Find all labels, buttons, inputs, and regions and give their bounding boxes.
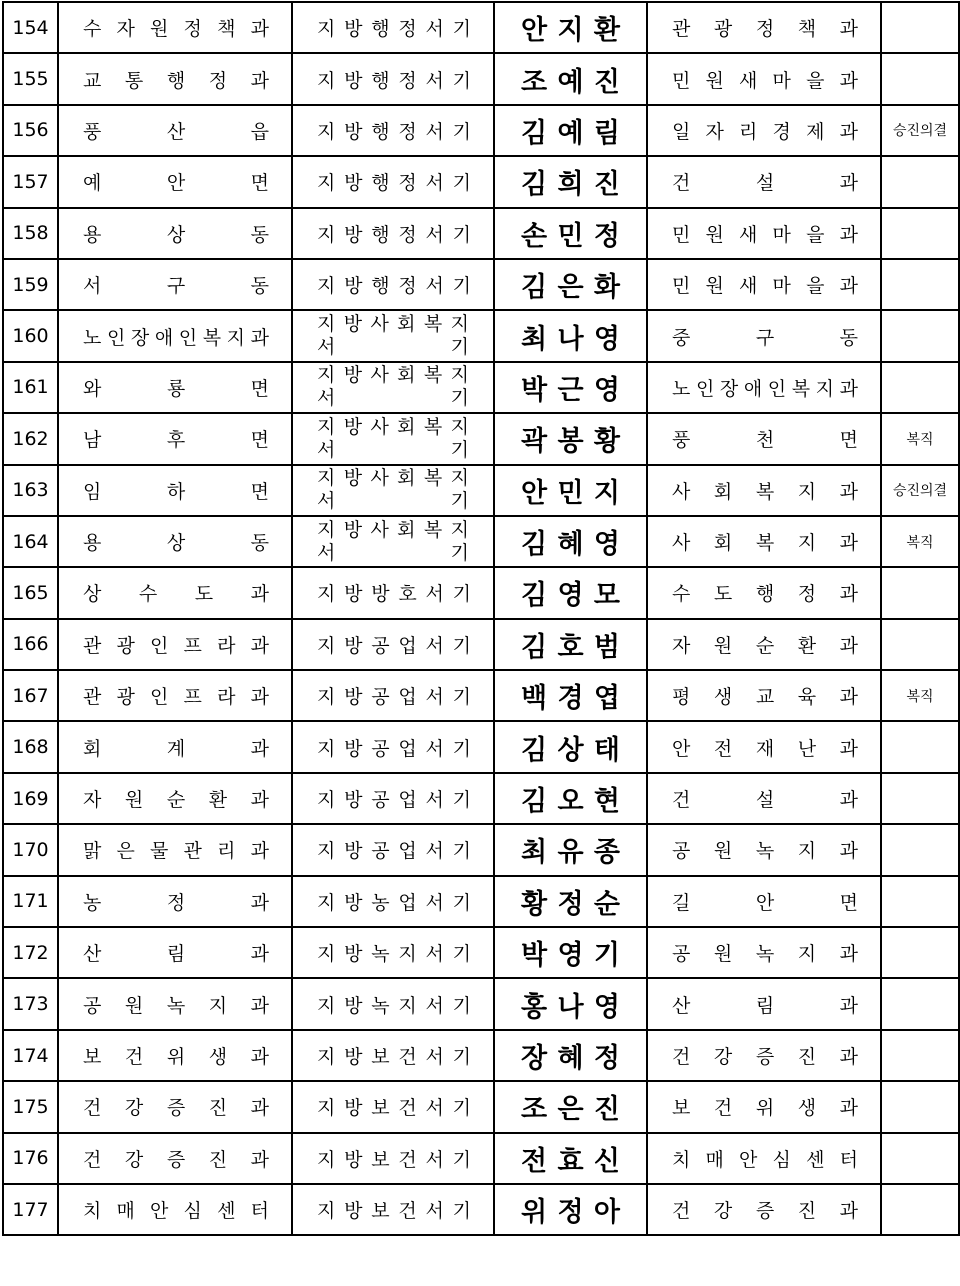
from-dept: 교 통 행 정 과 xyxy=(83,69,269,92)
name-cell xyxy=(494,465,647,516)
row-number: 176 xyxy=(12,1147,49,1170)
note-cell xyxy=(881,156,959,207)
rank: 지 방 녹 지 서 기 xyxy=(317,943,471,966)
from-dept: 용 상 동 xyxy=(83,532,269,555)
person-name: 위 정 아 xyxy=(521,1197,620,1229)
row-number: 177 xyxy=(12,1198,49,1221)
person-name: 장 혜 정 xyxy=(521,1043,620,1074)
person-name: 김 호 범 xyxy=(521,631,620,663)
to-dept: 관 광 정 책 과 xyxy=(672,18,858,41)
from-dept: 자 원 순 환 과 xyxy=(83,789,269,812)
row-number-cell xyxy=(3,2,58,53)
to-dept-cell xyxy=(647,567,881,618)
from-dept-cell xyxy=(58,1081,292,1132)
rank-cell xyxy=(292,105,494,156)
rank-cell xyxy=(292,208,494,259)
person-name: 최 나 영 xyxy=(521,323,620,355)
table-row xyxy=(3,1030,959,1081)
person-name: 전 효 신 xyxy=(521,1145,620,1177)
table-row xyxy=(3,927,959,978)
note-cell xyxy=(881,1184,959,1235)
rank-cell xyxy=(292,259,494,310)
row-number-cell xyxy=(3,413,58,464)
rank-cell xyxy=(292,1030,494,1081)
row-number: 168 xyxy=(12,736,49,759)
rank: 지 방 농 업 서 기 xyxy=(317,891,471,914)
person-name: 최 유 종 xyxy=(521,837,620,869)
row-number: 170 xyxy=(12,838,49,861)
to-dept-cell xyxy=(647,927,881,978)
row-number-cell xyxy=(3,53,58,104)
from-dept: 맑 은 물 관 리 과 xyxy=(83,840,269,863)
to-dept: 치 매 안 심 센 터 xyxy=(672,1148,858,1171)
rank: 지 방 공 업 서 기 xyxy=(317,634,471,657)
table-row xyxy=(3,773,959,824)
row-number: 164 xyxy=(12,530,49,553)
table-row xyxy=(3,721,959,772)
to-dept: 길 안 면 xyxy=(672,891,858,914)
row-number-cell xyxy=(3,927,58,978)
row-number-cell xyxy=(3,259,58,310)
row-number: 154 xyxy=(12,16,49,39)
from-dept-cell xyxy=(58,53,292,104)
from-dept: 용 상 동 xyxy=(83,223,269,246)
rank-cell xyxy=(292,1133,494,1184)
note-cell xyxy=(881,1030,959,1081)
rank: 지 방 보 건 서 기 xyxy=(317,1148,471,1171)
from-dept-cell xyxy=(58,876,292,927)
row-number-cell xyxy=(3,773,58,824)
rank: 지 방 행 정 서 기 xyxy=(317,172,471,195)
name-cell xyxy=(494,773,647,824)
row-number-cell xyxy=(3,567,58,618)
note: 복직 xyxy=(906,534,934,551)
name-cell xyxy=(494,1081,647,1132)
row-number-cell xyxy=(3,619,58,670)
row-number: 155 xyxy=(12,68,49,91)
from-dept: 건 강 증 진 과 xyxy=(83,1097,269,1120)
name-cell xyxy=(494,1030,647,1081)
to-dept: 건 설 과 xyxy=(672,789,858,812)
rank: 지 방 공 업 서 기 xyxy=(317,686,471,709)
table-row xyxy=(3,53,959,104)
note-cell xyxy=(881,619,959,670)
to-dept-cell xyxy=(647,310,881,361)
name-cell xyxy=(494,619,647,670)
from-dept: 회 계 과 xyxy=(83,737,269,760)
row-number-cell xyxy=(3,1133,58,1184)
person-name: 황 정 순 xyxy=(521,888,620,920)
from-dept: 공 원 녹 지 과 xyxy=(83,994,269,1017)
rank-cell xyxy=(292,156,494,207)
to-dept-cell xyxy=(647,978,881,1029)
to-dept: 건 설 과 xyxy=(672,172,858,195)
table-row xyxy=(3,1184,959,1235)
row-number-cell xyxy=(3,465,58,516)
from-dept-cell xyxy=(58,259,292,310)
table-row xyxy=(3,978,959,1029)
name-cell xyxy=(494,413,647,464)
to-dept: 공 원 녹 지 과 xyxy=(672,840,858,863)
to-dept: 수 도 행 정 과 xyxy=(672,583,858,606)
note-cell xyxy=(881,53,959,104)
from-dept: 예 안 면 xyxy=(83,172,269,195)
rank-cell xyxy=(292,927,494,978)
rank-cell xyxy=(292,465,494,516)
row-number: 172 xyxy=(12,941,49,964)
person-name: 홍 나 영 xyxy=(521,991,620,1023)
table-row xyxy=(3,362,959,413)
from-dept-cell xyxy=(58,2,292,53)
row-number: 156 xyxy=(12,119,49,142)
name-cell xyxy=(494,208,647,259)
person-name: 김 상 태 xyxy=(521,734,620,766)
table-row xyxy=(3,876,959,927)
note: 복직 xyxy=(906,688,934,705)
roster-body xyxy=(3,2,959,1235)
row-number: 162 xyxy=(12,427,49,450)
person-name: 조 예 진 xyxy=(521,66,620,98)
rank-cell xyxy=(292,619,494,670)
rank: 지 방 녹 지 서 기 xyxy=(317,994,471,1017)
row-number-cell xyxy=(3,721,58,772)
to-dept-cell xyxy=(647,2,881,53)
note-cell xyxy=(881,310,959,361)
rank: 지 방 사 회 복 지 서 기 xyxy=(317,467,469,513)
from-dept: 수 자 원 정 책 과 xyxy=(83,18,269,41)
to-dept-cell xyxy=(647,413,881,464)
from-dept-cell xyxy=(58,824,292,875)
name-cell xyxy=(494,2,647,53)
to-dept: 안 전 재 난 과 xyxy=(672,737,858,760)
note-cell xyxy=(881,978,959,1029)
table-row xyxy=(3,619,959,670)
from-dept-cell xyxy=(58,773,292,824)
to-dept: 보 건 위 생 과 xyxy=(672,1097,858,1120)
to-dept: 건 강 증 진 과 xyxy=(672,1200,858,1223)
table-row xyxy=(3,310,959,361)
rank-cell xyxy=(292,876,494,927)
to-dept-cell xyxy=(647,259,881,310)
person-name: 김 영 모 xyxy=(521,580,620,612)
rank-cell xyxy=(292,516,494,567)
to-dept-cell xyxy=(647,876,881,927)
to-dept-cell xyxy=(647,670,881,721)
to-dept: 풍 천 면 xyxy=(672,429,858,452)
rank: 지 방 보 건 서 기 xyxy=(317,1200,471,1223)
row-number: 167 xyxy=(12,684,49,707)
row-number: 161 xyxy=(12,376,49,399)
row-number-cell xyxy=(3,362,58,413)
table-row xyxy=(3,516,959,567)
from-dept: 풍 산 읍 xyxy=(83,120,269,143)
to-dept-cell xyxy=(647,773,881,824)
row-number: 171 xyxy=(12,890,49,913)
row-number: 175 xyxy=(12,1095,49,1118)
row-number-cell xyxy=(3,1081,58,1132)
name-cell xyxy=(494,310,647,361)
name-cell xyxy=(494,516,647,567)
to-dept: 일 자 리 경 제 과 xyxy=(672,120,858,143)
note-cell xyxy=(881,259,959,310)
from-dept-cell xyxy=(58,208,292,259)
table-row xyxy=(3,156,959,207)
rank: 지 방 사 회 복 지 서 기 xyxy=(317,415,469,461)
name-cell xyxy=(494,721,647,772)
to-dept: 민 원 새 마 을 과 xyxy=(672,223,858,246)
table-row xyxy=(3,208,959,259)
row-number-cell xyxy=(3,978,58,1029)
row-number-cell xyxy=(3,876,58,927)
to-dept: 민 원 새 마 을 과 xyxy=(672,275,858,298)
person-name: 김 혜 영 xyxy=(521,529,620,561)
name-cell xyxy=(494,978,647,1029)
row-number-cell xyxy=(3,824,58,875)
from-dept-cell xyxy=(58,310,292,361)
name-cell xyxy=(494,824,647,875)
rank: 지 방 사 회 복 지 서 기 xyxy=(317,518,469,564)
to-dept-cell xyxy=(647,208,881,259)
to-dept: 중 구 동 xyxy=(672,326,858,349)
from-dept-cell xyxy=(58,670,292,721)
to-dept-cell xyxy=(647,1081,881,1132)
name-cell xyxy=(494,362,647,413)
from-dept: 치 매 안 심 센 터 xyxy=(83,1200,269,1223)
table-row xyxy=(3,1133,959,1184)
person-name: 안 민 지 xyxy=(521,477,620,509)
name-cell xyxy=(494,53,647,104)
from-dept-cell xyxy=(58,413,292,464)
row-number-cell xyxy=(3,670,58,721)
note-cell xyxy=(881,773,959,824)
row-number-cell xyxy=(3,156,58,207)
to-dept: 건 강 증 진 과 xyxy=(672,1046,858,1068)
row-number-cell xyxy=(3,516,58,567)
name-cell xyxy=(494,1184,647,1235)
rank-cell xyxy=(292,670,494,721)
table-row xyxy=(3,413,959,464)
note-cell xyxy=(881,876,959,927)
table-row xyxy=(3,670,959,721)
rank-cell xyxy=(292,2,494,53)
to-dept-cell xyxy=(647,53,881,104)
from-dept: 상 수 도 과 xyxy=(83,583,269,606)
to-dept-cell xyxy=(647,105,881,156)
note: 복직 xyxy=(906,431,934,448)
to-dept-cell xyxy=(647,1030,881,1081)
from-dept: 임 하 면 xyxy=(83,480,269,503)
rank: 지 방 사 회 복 지 서 기 xyxy=(317,313,469,359)
from-dept-cell xyxy=(58,156,292,207)
note-cell xyxy=(881,2,959,53)
to-dept: 산 림 과 xyxy=(672,994,858,1017)
table-row xyxy=(3,824,959,875)
rank-cell xyxy=(292,1184,494,1235)
to-dept-cell xyxy=(647,465,881,516)
from-dept: 농 정 과 xyxy=(83,891,269,914)
note-cell xyxy=(881,413,959,464)
rank: 지 방 행 정 서 기 xyxy=(317,275,471,298)
note-cell xyxy=(881,105,959,156)
person-name: 김 은 화 xyxy=(521,272,620,304)
note-cell xyxy=(881,362,959,413)
row-number: 158 xyxy=(12,222,49,245)
rank-cell xyxy=(292,773,494,824)
from-dept-cell xyxy=(58,978,292,1029)
to-dept-cell xyxy=(647,1184,881,1235)
table-row xyxy=(3,2,959,53)
person-name: 조 은 진 xyxy=(521,1094,620,1126)
name-cell xyxy=(494,670,647,721)
to-dept-cell xyxy=(647,362,881,413)
from-dept: 보 건 위 생 과 xyxy=(83,1046,269,1068)
rank-cell xyxy=(292,310,494,361)
note-cell xyxy=(881,208,959,259)
rank: 지 방 보 건 서 기 xyxy=(317,1097,471,1120)
note-cell xyxy=(881,516,959,567)
person-name: 박 근 영 xyxy=(521,374,620,406)
note-cell xyxy=(881,670,959,721)
from-dept: 노 인 장 애 인 복 지 과 xyxy=(83,326,269,349)
table-row xyxy=(3,1081,959,1132)
to-dept-cell xyxy=(647,1133,881,1184)
note: 승진의결 xyxy=(892,123,948,140)
rank: 지 방 보 건 서 기 xyxy=(317,1046,471,1068)
person-name: 김 오 현 xyxy=(521,786,620,818)
rank-cell xyxy=(292,362,494,413)
from-dept-cell xyxy=(58,927,292,978)
from-dept: 서 구 동 xyxy=(83,275,269,298)
to-dept: 민 원 새 마 을 과 xyxy=(672,69,858,92)
row-number: 163 xyxy=(12,479,49,502)
name-cell xyxy=(494,567,647,618)
note-cell xyxy=(881,465,959,516)
rank: 지 방 공 업 서 기 xyxy=(317,737,471,760)
name-cell xyxy=(494,259,647,310)
row-number: 169 xyxy=(12,787,49,810)
name-cell xyxy=(494,1133,647,1184)
person-name: 박 영 기 xyxy=(521,940,620,972)
to-dept-cell xyxy=(647,156,881,207)
note-cell xyxy=(881,721,959,772)
table-row xyxy=(3,567,959,618)
table-row xyxy=(3,259,959,310)
from-dept: 관 광 인 프 라 과 xyxy=(83,634,269,657)
row-number: 166 xyxy=(12,633,49,656)
rank: 지 방 사 회 복 지 서 기 xyxy=(317,364,469,410)
from-dept-cell xyxy=(58,1030,292,1081)
from-dept: 와 룡 면 xyxy=(83,377,269,400)
to-dept: 평 생 교 육 과 xyxy=(672,686,858,709)
rank: 지 방 방 호 서 기 xyxy=(317,583,471,606)
rank: 지 방 행 정 서 기 xyxy=(317,69,471,92)
personnel-roster-table xyxy=(2,1,960,1236)
from-dept: 건 강 증 진 과 xyxy=(83,1148,269,1171)
row-number-cell xyxy=(3,1030,58,1081)
note-cell xyxy=(881,1081,959,1132)
from-dept-cell xyxy=(58,1133,292,1184)
rank: 지 방 행 정 서 기 xyxy=(317,223,471,246)
to-dept-cell xyxy=(647,824,881,875)
person-name: 백 경 엽 xyxy=(521,683,620,715)
row-number-cell xyxy=(3,1184,58,1235)
rank-cell xyxy=(292,824,494,875)
from-dept-cell xyxy=(58,362,292,413)
name-cell xyxy=(494,156,647,207)
name-cell xyxy=(494,927,647,978)
row-number-cell xyxy=(3,105,58,156)
row-number: 165 xyxy=(12,581,49,604)
to-dept: 사 회 복 지 과 xyxy=(672,532,858,555)
from-dept-cell xyxy=(58,567,292,618)
from-dept-cell xyxy=(58,1184,292,1235)
to-dept: 자 원 순 환 과 xyxy=(672,634,858,657)
from-dept: 남 후 면 xyxy=(83,429,269,452)
person-name: 손 민 정 xyxy=(521,220,620,252)
to-dept-cell xyxy=(647,721,881,772)
row-number: 174 xyxy=(12,1044,49,1067)
rank: 지 방 행 정 서 기 xyxy=(317,120,471,143)
from-dept-cell xyxy=(58,105,292,156)
to-dept-cell xyxy=(647,619,881,670)
from-dept-cell xyxy=(58,465,292,516)
row-number: 173 xyxy=(12,993,49,1016)
rank-cell xyxy=(292,53,494,104)
rank-cell xyxy=(292,567,494,618)
to-dept: 공 원 녹 지 과 xyxy=(672,943,858,966)
note-cell xyxy=(881,824,959,875)
rank-cell xyxy=(292,721,494,772)
name-cell xyxy=(494,876,647,927)
to-dept: 사 회 복 지 과 xyxy=(672,480,858,503)
person-name: 곽 봉 황 xyxy=(521,426,620,458)
person-name: 김 예 림 xyxy=(521,117,620,149)
from-dept: 관 광 인 프 라 과 xyxy=(83,686,269,709)
row-number: 159 xyxy=(12,273,49,296)
from-dept-cell xyxy=(58,721,292,772)
table-row xyxy=(3,105,959,156)
note-cell xyxy=(881,567,959,618)
from-dept-cell xyxy=(58,619,292,670)
row-number-cell xyxy=(3,208,58,259)
row-number: 157 xyxy=(12,170,49,193)
person-name: 김 희 진 xyxy=(521,169,620,201)
to-dept: 노 인 장 애 인 복 지 과 xyxy=(672,377,858,400)
rank-cell xyxy=(292,413,494,464)
to-dept-cell xyxy=(647,516,881,567)
rank-cell xyxy=(292,1081,494,1132)
row-number: 160 xyxy=(12,325,49,348)
rank: 지 방 공 업 서 기 xyxy=(317,789,471,812)
rank: 지 방 행 정 서 기 xyxy=(317,18,471,41)
person-name: 안 지 환 xyxy=(521,15,620,47)
row-number-cell xyxy=(3,310,58,361)
rank-cell xyxy=(292,978,494,1029)
note-cell xyxy=(881,1133,959,1184)
from-dept: 산 림 과 xyxy=(83,943,269,966)
note: 승진의결 xyxy=(892,483,948,500)
table-row xyxy=(3,465,959,516)
note-cell xyxy=(881,927,959,978)
rank: 지 방 공 업 서 기 xyxy=(317,840,471,863)
from-dept-cell xyxy=(58,516,292,567)
name-cell xyxy=(494,105,647,156)
